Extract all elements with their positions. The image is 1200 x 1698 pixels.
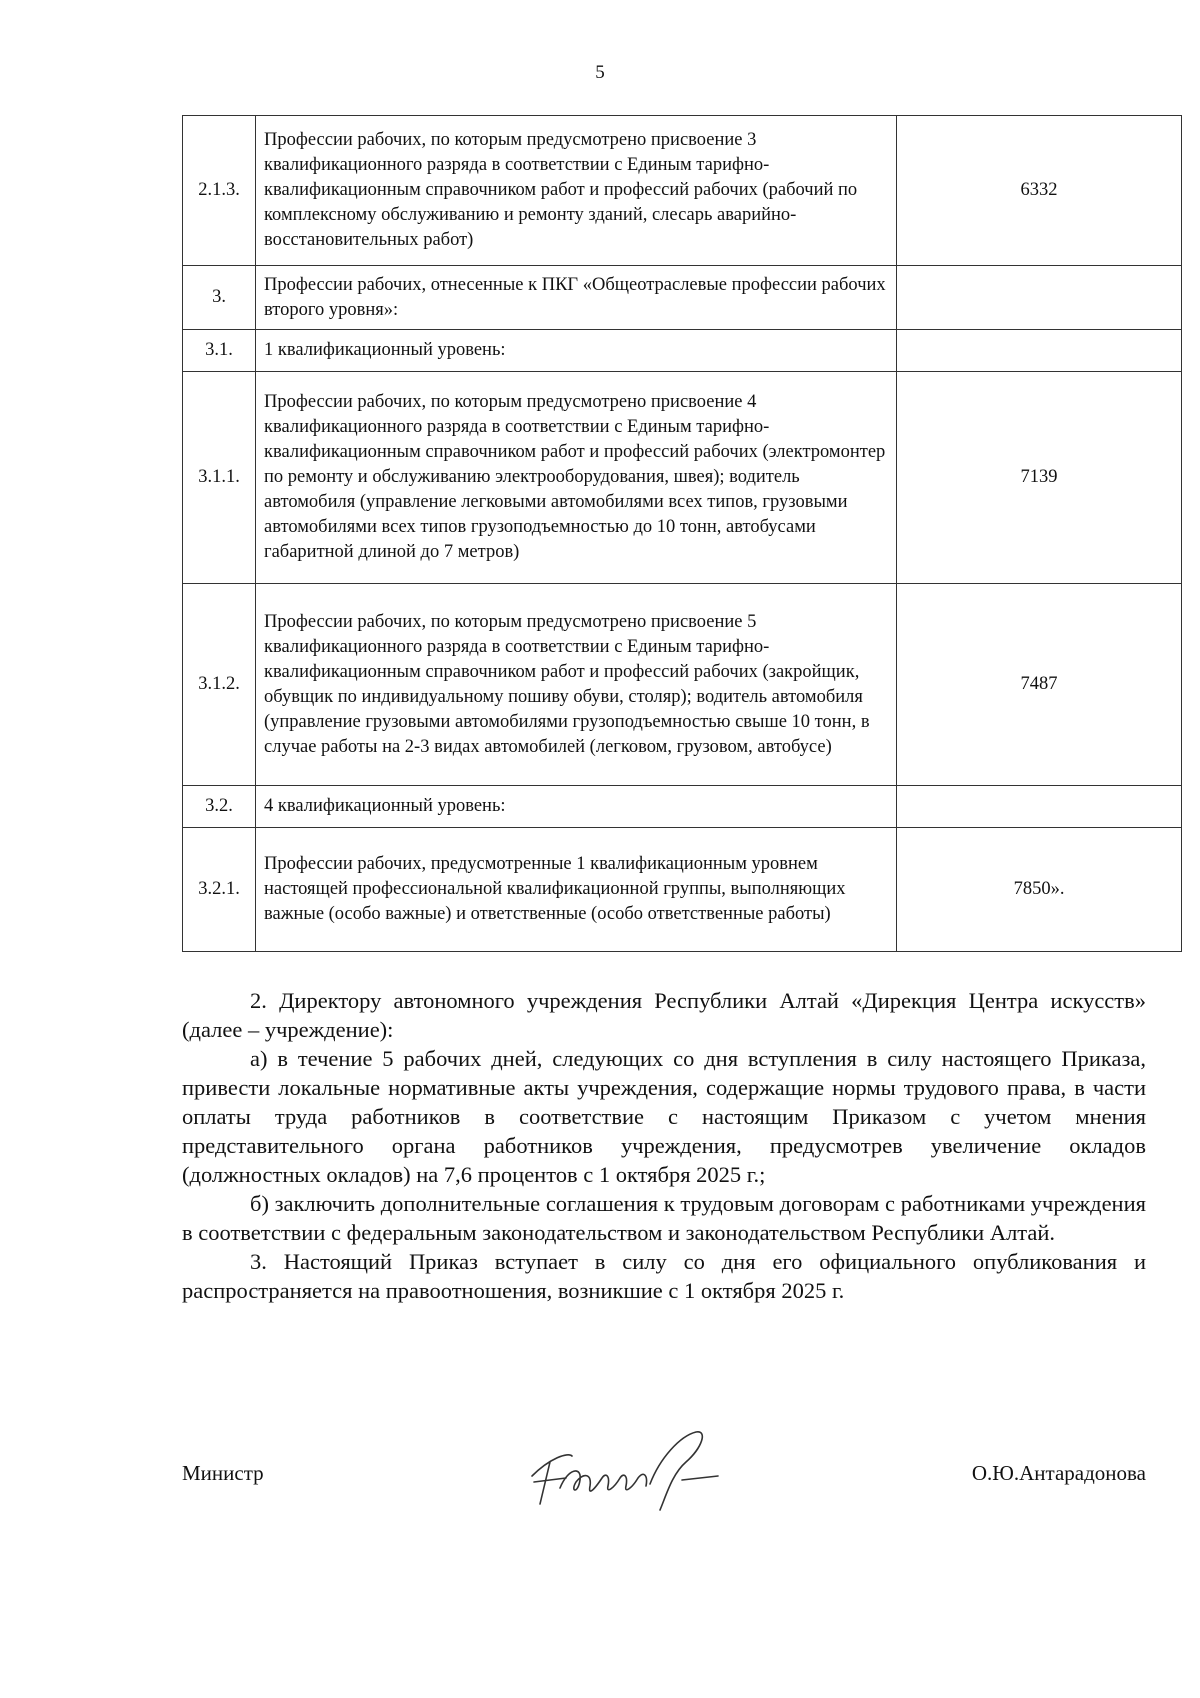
paragraph-2b: б) заключить дополнительные соглашения к трудовым договорам с работниками учреждения в соответствии с федеральным законодательством и законодательством Республики Алтай.	[182, 1191, 1146, 1245]
row-number: 3.	[183, 266, 256, 330]
row-number: 3.2.	[183, 786, 256, 828]
row-number: 3.1.2.	[183, 584, 256, 786]
row-salary: 7139	[897, 372, 1182, 584]
row-number: 3.2.1.	[183, 828, 256, 952]
paragraph-2a: а) в течение 5 рабочих дней, следующих со дня вступления в силу настоящего Приказа, привести локальные нормативные акты учреждения, содержащие нормы трудового права, в части оплаты труда работников в соответствие с настоящим Приказом с учетом мнения представительного органа работников учреждения, предусмотрев увеличение окладов (должностных окладов) на 7,6 процентов с 1 октября 2025 г.;	[182, 1046, 1146, 1187]
signatory-title: Министр	[182, 1461, 264, 1485]
table-row	[183, 116, 1182, 266]
row-salary	[897, 786, 1182, 828]
row-description: 1 квалификационный уровень:	[256, 330, 897, 372]
paragraph-2: 2. Директору автономного учреждения Республики Алтай «Дирекция Центра искусств» (далее – учреждение):	[182, 988, 1146, 1042]
row-number: 2.1.3.	[183, 116, 256, 266]
row-salary: 7487	[897, 584, 1182, 786]
table-row	[183, 786, 1182, 828]
row-number: 3.1.	[183, 330, 256, 372]
paragraph-3: 3. Настоящий Приказ вступает в силу со дня его официального опубликования и распространяется на правоотношения, возникшие с 1 октября 2025 г.	[182, 1249, 1146, 1303]
table-row	[183, 372, 1182, 584]
table-row	[183, 828, 1182, 952]
table-row	[183, 584, 1182, 786]
row-salary	[897, 330, 1182, 372]
row-description: Профессии рабочих, предусмотренные 1 квалификационным уровнем настоящей профессиональной квалификационной группы, выполняющих важные (особо важные) и ответственные (особо ответственные работы)	[256, 828, 897, 952]
row-salary: 7850».	[897, 828, 1182, 952]
row-description: Профессии рабочих, по которым предусмотрено присвоение 4 квалификационного разряда в соответствии с Единым тарифно-квалификационным справочником работ и профессий рабочих (электромонтер по ремонту и обслуживанию электрооборудования, швея); водитель автомобиля (управление легковыми автомобилями всех типов, грузовыми автомобилями всех типов грузоподъемностью до 10 тонн, автобусами габаритной длиной до 7 метров)	[256, 372, 897, 584]
row-description: Профессии рабочих, по которым предусмотрено присвоение 5 квалификационного разряда в соответствии с Единым тарифно-квалификационным справочником работ и профессий рабочих (закройщик, обувщик по индивидуальному пошиву обуви, столяр); водитель автомобиля (управление грузовыми автомобилями грузоподъемностью свыше 10 тонн, в случае работы на 2-3 видах автомобилей (легковом, грузовом, автобусе)	[256, 584, 897, 786]
row-description: Профессии рабочих, по которым предусмотрено присвоение 3 квалификационного разряда в соответствии с Единым тарифно-квалификационным справочником работ и профессий рабочих (рабочий по комплексному обслуживанию и ремонту зданий, слесарь аварийно-восстановительных работ)	[256, 116, 897, 266]
table-row	[183, 330, 1182, 372]
salary-table	[182, 115, 1182, 952]
row-number: 3.1.1.	[183, 372, 256, 584]
handwritten-signature-icon	[520, 1418, 780, 1518]
row-description: 4 квалификационный уровень:	[256, 786, 897, 828]
row-description: Профессии рабочих, отнесенные к ПКГ «Общеотраслевые профессии рабочих второго уровня»:	[256, 266, 897, 330]
signatory-name: О.Ю.Антарадонова	[971, 1461, 1146, 1485]
row-salary: 6332	[897, 116, 1182, 266]
row-salary	[897, 266, 1182, 330]
table-row	[183, 266, 1182, 330]
page-number: 5	[595, 62, 605, 83]
order-body	[182, 986, 1146, 1305]
